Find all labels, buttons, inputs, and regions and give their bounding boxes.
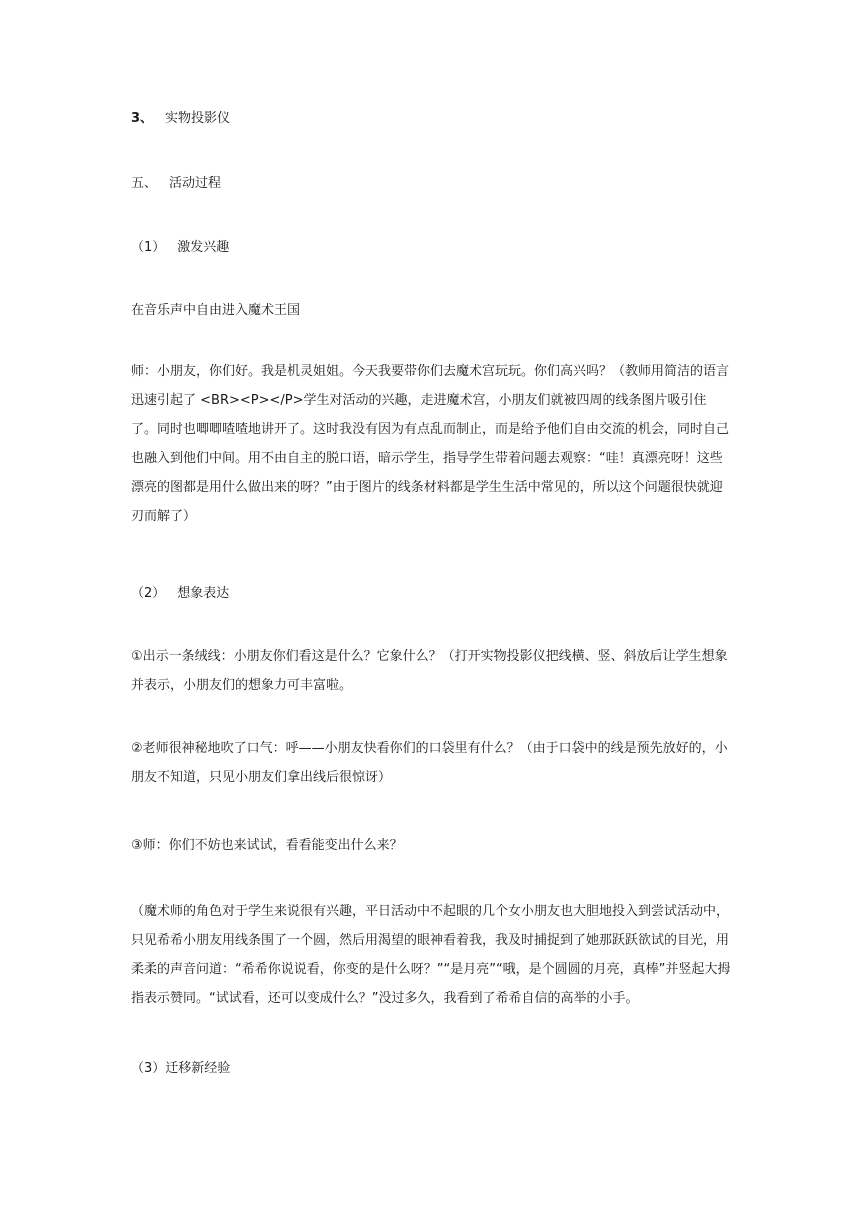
step-text: 激发兴趣	[177, 240, 230, 255]
section-5-heading	[131, 169, 731, 198]
step-1-heading	[131, 233, 731, 262]
teacher-paragraph: 师：小朋友，你们好。我是机灵姐姐。今天我要带你们去魔术宫玩玩。你们高兴吗？（教师用简洁的语言迅速引起了 <BR><P></P>学生对活动的兴趣，走进魔术宫，小朋友们就被四周的线条图片吸引住了。同时也唧唧喳喳地讲开了。这时我没有因为有点乱而制止，而是给予他们自由交流的机会，同时自己也融入到他们中间。用不由自主的脱口语，暗示学生，指导学生带着问题去观察：“哇！真漂亮呀！这些漂亮的图都是用什么做出来的呀？”由于图片的线条材料都是学生生活中常见的，所以这个问题很快就迎刃而解了）	[131, 364, 730, 524]
item-number: 3、	[131, 111, 154, 126]
intro-paragraph: 在音乐声中自由进入魔术王国	[131, 303, 301, 318]
step-number: （2）	[131, 586, 166, 601]
section-text: 活动过程	[169, 176, 222, 191]
step-2-heading	[131, 579, 731, 608]
step-3-heading: （3）迁移新经验	[131, 1061, 231, 1076]
section-number: 五、	[131, 176, 158, 191]
step-text: 想象表达	[177, 586, 230, 601]
circle-1-paragraph: ①出示一条绒线：小朋友你们看这是什么？它象什么？（打开实物投影仪把线横、竖、斜放后让学生想象并表示，小朋友们的想象力可丰富啦。	[131, 649, 728, 693]
magician-paragraph: （魔术师的角色对于学生来说很有兴趣，平日活动中不起眼的几个女小朋友也大胆地投入到尝试活动中，只见希希小朋友用线条围了一个圆，然后用渴望的眼神看着我，我及时捕捉到了她那跃跃欲试的目光，用柔柔的声音问道：“希希你说说看，你变的是什么呀？”“是月亮”“哦，是个圆圆的月亮，真棒”并竖起大拇指表示赞同。“试试看，还可以变成什么？”没过多久，我看到了希希自信的高举的小手。	[131, 904, 731, 1006]
item-text: 实物投影仪	[165, 111, 231, 126]
step-number: （1）	[131, 240, 166, 255]
circle-2-paragraph: ②老师很神秘地吹了口气：呼——小朋友快看你们的口袋里有什么？（由于口袋中的线是预先放好的，小朋友不知道，只见小朋友们拿出线后很惊讶）	[131, 741, 728, 785]
item-3-heading	[131, 104, 731, 133]
circle-3-paragraph: ③师：你们不妨也来试试，看看能变出什么来？	[131, 838, 403, 853]
